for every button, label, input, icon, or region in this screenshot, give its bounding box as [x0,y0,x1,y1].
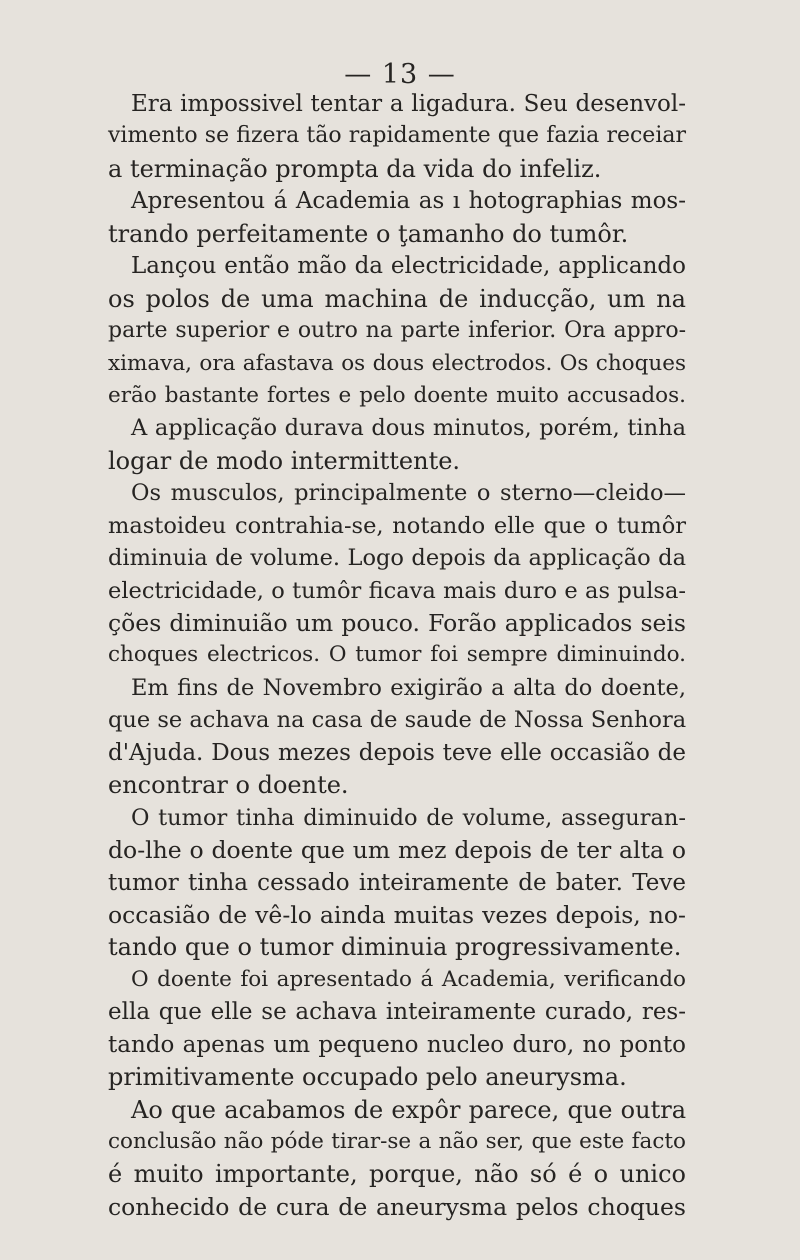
text-line: tando que o tumor diminuia progressivamente. [108,933,682,962]
text-line: mastoideu contrahia-se, notando elle que o tumôr [108,512,686,539]
text-line: vimento se fizera tão rapidamente que fazia receiar [108,123,686,149]
text-line: tumor tinha cessado inteiramente de bater. Teve [108,869,686,896]
text-line: diminuia de volume. Logo depois da applicação da [108,545,686,572]
text-line: choques electricos. O tumor foi sempre diminuindo. [108,642,686,668]
text-line: logar de modo intermittente. [108,446,461,475]
text-line: os polos de uma machina de inducção, um na [108,284,686,313]
text-line: Em fins de Novembro exigirão a alta do doente, [131,674,686,701]
text-line: Era impossivel tentar a ligadura. Seu desenvol- [131,91,686,117]
text-line: electricidade, o tumôr ficava mais duro e as pulsa- [108,577,686,604]
text-line: Ao que acabamos de expôr parece, que outra [131,1095,686,1124]
text-line: tando apenas um pequeno nucleo duro, no ponto [108,1031,686,1058]
text-line: O tumor tinha diminuido de volume, asseguran- [131,804,686,831]
text-line: que se achava na casa de saude de Nossa Senhora [108,707,687,734]
text-line: ções diminuião um pouco. Forão applicados seis [108,609,686,637]
text-line: ella que elle se achava inteiramente curado, res- [108,999,686,1026]
body-text [108,88,686,1223]
text-line: Lançou então mão da electricidade, applicando [131,253,686,280]
text-line: conclusão não póde tirar-se a não ser, que este facto [108,1129,686,1154]
text-line: ximava, ora afastava os dous electrodos. Os choques [108,350,686,376]
text-line: A applicação durava dous minutos, porém, tinha [131,415,686,442]
text-line: occasião de vê-lo ainda muitas vezes depois, no- [108,900,686,929]
text-line: parte superior e outro na parte inferior. Ora appro- [108,318,686,344]
text-line: encontrar o doente. [108,771,349,800]
text-line: O doente foi apresentado á Academia, verificando [131,966,686,992]
text-line: Os musculos, principalmente o sterno—cleido— [131,480,686,507]
text-line: é muito importante, porque, não só é o unico [108,1160,686,1189]
text-line: d'Ajuda. Dous mezes depois teve elle occasião de [108,739,686,766]
text-line: a terminação prompta da vida do infeliz. [108,154,602,183]
text-line: do-lhe o doente que um mez depois de ter alta o [108,836,686,865]
text-line: conhecido de cura de aneurysma pelos choques [108,1192,686,1221]
page-number: — 13 — [344,59,456,90]
text-line: Apresentou á Academia as ı hotographias mos- [131,188,686,215]
text-line: primitivamente occupado pelo aneurysma. [108,1063,627,1092]
text-line: erão bastante fortes e pelo doente muito accusados. [108,382,686,408]
text-line: trando perfeitamente o ţamanho do tumôr. [108,219,629,248]
